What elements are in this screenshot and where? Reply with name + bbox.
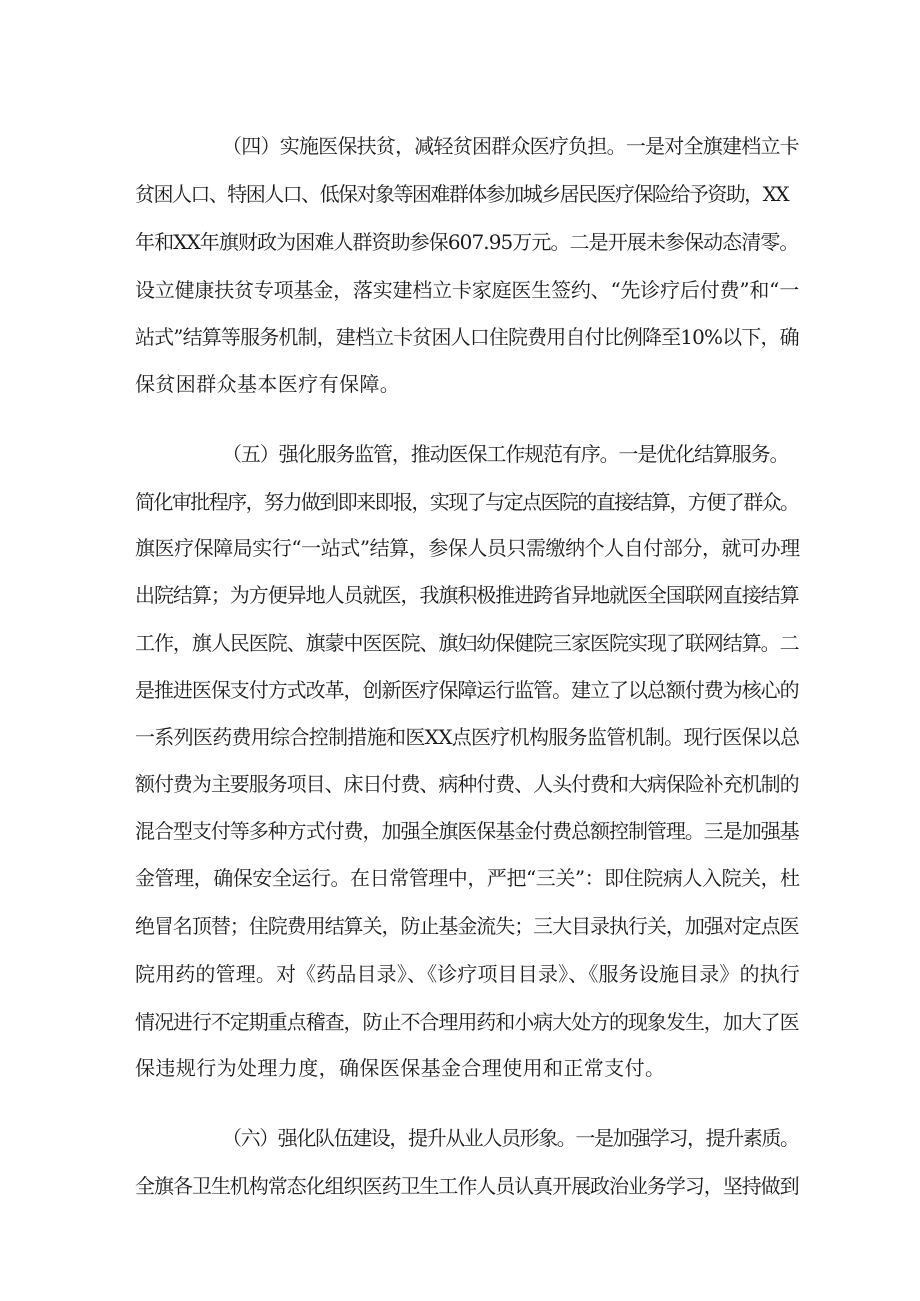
text-line: 贫困人口、特困人口、低保对象等困难群体参加城乡居民医疗保险给予资助，XX [135, 182, 789, 206]
text-line: （四）实施医保扶贫，减轻贫困群众医疗负担。一是对全旗建档立卡 [222, 134, 799, 158]
text-line: 额付费为主要服务项目、床日付费、病种付费、人头付费和大病保险补充机制的 [135, 772, 799, 796]
text-line: 出院结算；为方便异地人员就医，我旗积极推进跨省异地就医全国联网直接结算 [135, 583, 799, 607]
text-line: 金管理，确保安全运行。在日常管理中，严把“三关”：即住院病人入院关，杜 [135, 866, 800, 890]
text-line: 情况进行不定期重点稽查，防止不合理用药和小病大处方的现象发生，加大了医 [135, 1010, 799, 1034]
text-line: 设立健康扶贫专项基金，落实建档立卡家庭医生签约、“先诊疗后付费”和“一 [135, 278, 800, 302]
text-line: 站式”结算等服务机制，建档立卡贫困人口住院费用自付比例降至10%以下，确 [135, 325, 799, 349]
text-line: 混合型支付等多种方式付费，加强全旗医保基金付费总额控制管理。三是加强基 [135, 819, 799, 843]
text-line: 工作，旗人民医院、旗蒙中医医院、旗妇幼保健院三家医院实现了联网结算。二 [135, 631, 799, 655]
text-line: 年和XX年旗财政为困难人群资助参保607.95万元。二是开展未参保动态清零。 [135, 230, 799, 254]
text-line: （六）强化队伍建设，提升从业人员形象。一是加强学习，提升素质。 [222, 1126, 799, 1150]
text-line: 一系列医药费用综合控制措施和医XX点医疗机构服务监管机制。现行医保以总 [135, 725, 800, 749]
text-line: 院用药的管理。对《药品目录》、《诊疗项目目录》、《服务设施目录》的执行 [135, 962, 800, 986]
text-line: 保违规行为处理力度，确保医保基金合理使用和正常支付。 [135, 1056, 666, 1080]
text-line: 绝冒名顶替；住院费用结算关，防止基金流失；三大目录执行关，加强对定点医 [135, 914, 799, 938]
text-line: 是推进医保支付方式改革，创新医疗保障运行监管。建立了以总额付费为核心的 [135, 678, 799, 702]
text-line: 全旗各卫生机构常态化组织医药卫生工作人员认真开展政治业务学习，坚持做到 [135, 1174, 799, 1198]
text-line: （五）强化服务监管，推动医保工作规范有序。一是优化结算服务。 [222, 442, 789, 466]
text-line: 保贫困群众基本医疗有保障。 [135, 372, 401, 396]
text-line: 简化审批程序，努力做到即来即报，实现了与定点医院的直接结算，方便了群众。 [135, 490, 799, 514]
text-line: 旗医疗保障局实行“一站式”结算，参保人员只需缴纳个人自付部分，就可办理 [135, 536, 800, 560]
